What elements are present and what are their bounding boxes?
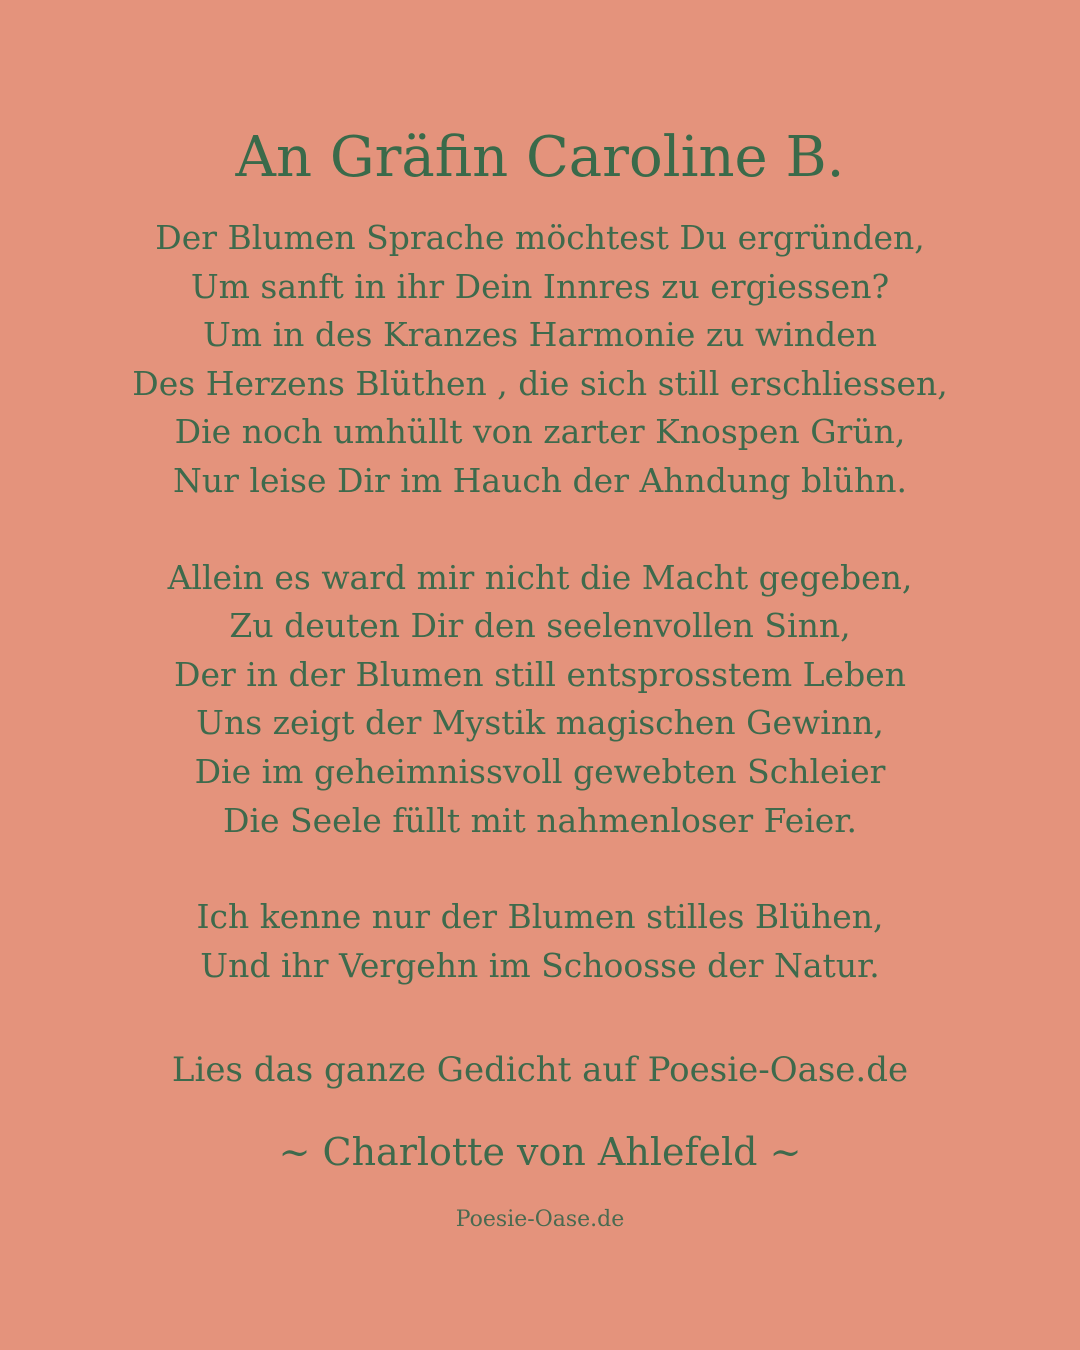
poem-line: Ich kenne nur der Blumen stilles Blühen,: [196, 897, 884, 937]
stanza: [0, 554, 1080, 846]
poem-line: Um sanft in ihr Dein Innres zu ergiessen?: [190, 266, 890, 306]
poem-line: Die im geheimnissvoll gewebten Schleier: [194, 751, 886, 791]
poem-line: Der in der Blumen still entsprosstem Leben: [174, 654, 906, 694]
poem-body: [0, 214, 1080, 1038]
poem-line: Die noch umhüllt von zarter Knospen Grün,: [174, 412, 906, 452]
read-more-text: Lies das ganze Gedicht auf Poesie-Oase.de: [171, 1050, 909, 1090]
poem-line: Uns zeigt der Mystik magischen Gewinn,: [196, 703, 884, 743]
poem-line: Um in des Kranzes Harmonie zu winden: [203, 315, 877, 355]
poem-line: Die Seele füllt mit nahmenloser Feier.: [223, 800, 857, 840]
poem-line: Allein es ward mir nicht die Macht gegeben,: [167, 557, 913, 597]
site-footer: Poesie-Oase.de: [455, 1207, 625, 1232]
poem-line: Des Herzens Blüthen , die sich still erschliessen,: [132, 363, 948, 403]
poem-title: An Gräfin Caroline B.: [235, 125, 845, 190]
author-name: ~ Charlotte von Ahlefeld ~: [278, 1130, 802, 1174]
stanza: [0, 893, 1080, 990]
poem-line: Und ihr Vergehn im Schoosse der Natur.: [200, 945, 880, 985]
poem-line: Nur leise Dir im Hauch der Ahndung blühn.: [173, 460, 907, 500]
poem-line: Zu deuten Dir den seelenvollen Sinn,: [229, 606, 851, 646]
poem-line: Der Blumen Sprache möchtest Du ergründen,: [155, 218, 925, 257]
stanza: [0, 214, 1080, 506]
